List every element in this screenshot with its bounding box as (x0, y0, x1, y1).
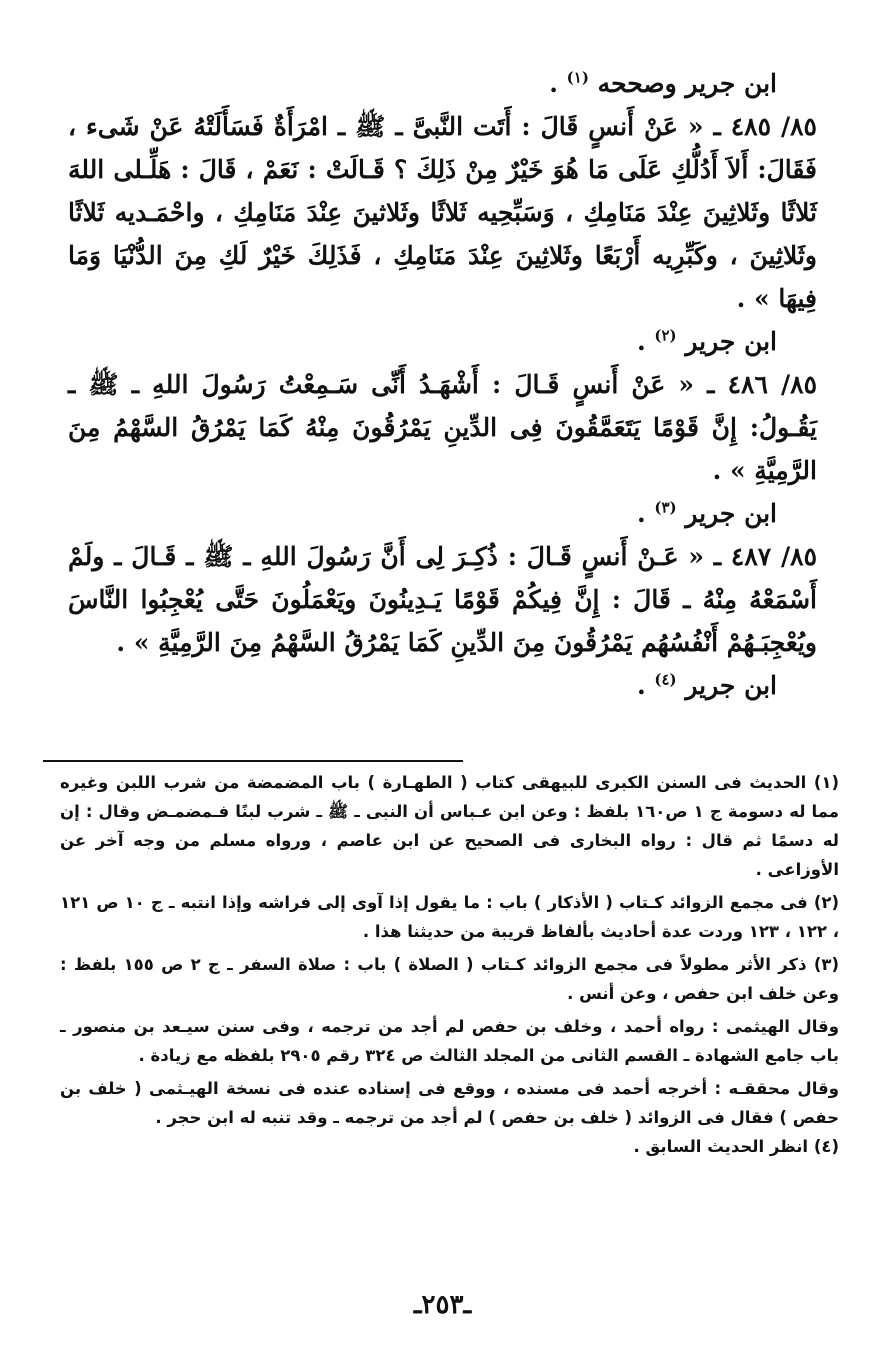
source-text: ابن جرير (685, 671, 777, 700)
hadith-486: ٨٥/ ٤٨٦ ـ « عَنْ أَنسٍ قَـالَ : أَشْهَـدُ أَنِّى سَـمِعْتُ رَسُولَ اللهِ ـ ﷺ ـ يَقُـولُ: إِنَّ قَوْمًا يَتَعَمَّقُونَ فِى الدِّينِ يَمْرُقُونَ مِنْهُ كَمَا يَمْرُقُ السَّهْمُ مِنَ الرَّمِيَّةِ » . (68, 370, 818, 485)
footnote-ref-3: (٣) (654, 498, 677, 517)
main-text-block (68, 62, 817, 707)
hadith-485: ٨٥/ ٤٨٥ ـ « عَنْ أَنسٍ قَالَ : أَتَت النَّبىَّ ـ ﷺ ـ امْرَأَةٌ فَسَأَلَتْهُ عَنْ شَىء ، فَقَالَ: أَلاَ أَدُلُّكِ عَلَى مَا هُوَ خَيْرٌ مِنْ ذَلِكَ ؟ قَـالَتْ : نَعَمْ ، قَالَ : هَلِّـلى اللهَ ثَلاثًا وثَلاثِينَ عِنْدَ مَنَامِكِ ، وَسَبِّحِيه ثَلاثًا وثَلاثينَ عِنْدَ مَنَامِكِ ، واحْمَـديه ثَلاثًا وثَلاثِينَ ، وكَبِّرِيه أَرْبَعًا وثَلاثِينَ عِنْدَ مَنَامِكِ ، فَذَلِكَ خَيْرٌ لَكِ مِنَ الدُّنْيَا وَمَا فِيهَا » . (68, 112, 817, 313)
footnote-2: (٢) فى مجمع الزوائد كـتاب ( الأذكار ) باب : ما يقول إذا آوى إلى فراشه وإذا انتبه ـ ج ١٠ ص ١٢١ ، ١٢٢ ، ١٢٣ وردت عدة أحاديث بألفاظ قريبة من حديثنا هذا . (60, 893, 839, 941)
hadith-487: ٨٥/ ٤٨٧ ـ « عَـنْ أَنسٍ قَـالَ : ذُكِـرَ لِى أَنَّ رَسُولَ اللهِ ـ ﷺ ـ قَـالَ ـ ولَمْ أَسْمَعْهُ مِنْهُ ـ قَالَ : إِنَّ فِيكُمْ قَوْمًا يَـدِينُونَ ويَعْمَلُونَ حَتَّى يُعْجِبُوا النَّاسَ ويُعْجِبَـهُمْ أَنْفُسُهُم يَمْرُقُونَ مِنَ الدِّينِ كَمَا يَمْرُقُ السَّهْمُ مِنَ الرَّمِيَّةِ » . (68, 542, 817, 657)
footnote-3-paragraph-2: وقال الهيثمى : رواه أحمد ، وخلف بن حفص لم أجد من ترجمه ، وفى سنن سيـعد بن منصور ـ باب جامع الشهادة ـ القسم الثانى من المجلد الثالث ص ٣٢٤ رقم ٢٩٠٥ بلفظه مع زيادة . (60, 1017, 839, 1065)
footnotes-block (60, 768, 839, 1165)
footnote-ref-4: (٤) (654, 670, 677, 689)
source-text: ابن جرير (685, 499, 777, 528)
footnote-1: (١) الحديث فى السنن الكبرى للبيهقى كتاب ( الطهـارة ) باب المضمضة من شرب اللبن وغيره مما له دسومة ج ١ ص١٦٠ بلفظ : وعن ابن عـباس أن النبى ـ ﷺ ـ شرب لبنًا فـمضمـض وقال : إن له دسمًا ثم قال : رواه البخارى فى الصحيح عن ابن عاصم ، ورواه مسلم من وجه آخر عن الأوزاعى . (60, 773, 839, 879)
footnote-3-paragraph-3: وقال محققـه : أخرجه أحمد فى مسنده ، ووقع فى إسناده عنده فى نسخة الهيـثمى ( خلف بن حفص ) فقال فى الزوائد ( خلف بن حفص ) لم أجد من ترجمه ـ وقد تنبه له ابن حجر . (60, 1079, 839, 1127)
source-line-1: ابن جرير وصححه $^{(١)}$ . (549, 68, 777, 98)
footnote-divider (43, 760, 463, 762)
footnote-3: (٣) ذكر الأثر مطولاً فى مجمع الزوائد كـتاب ( الصلاة ) باب : صلاة السفر ـ ج ٢ ص ١٥٥ بلفظ : وعن خلف ابن حفص ، وعن أنس . (60, 955, 839, 1003)
footnote-ref-2: (٢) (654, 326, 677, 345)
footnote-ref-1: (١) (566, 68, 589, 87)
source-line-486: ابن جرير $^{(٣)}$ . (636, 498, 777, 528)
source-line-485: ابن جرير $^{(٢)}$ . (636, 326, 777, 356)
source-line-487: ابن جرير $^{(٤)}$ . (636, 670, 777, 700)
source-text: ابن جرير وصححه (597, 69, 777, 98)
page-number: ـ٢٥٣ـ (413, 1290, 472, 1320)
source-text: ابن جرير (685, 327, 777, 356)
footnote-4: (٤) انظر الحديث السابق . (633, 1137, 839, 1156)
